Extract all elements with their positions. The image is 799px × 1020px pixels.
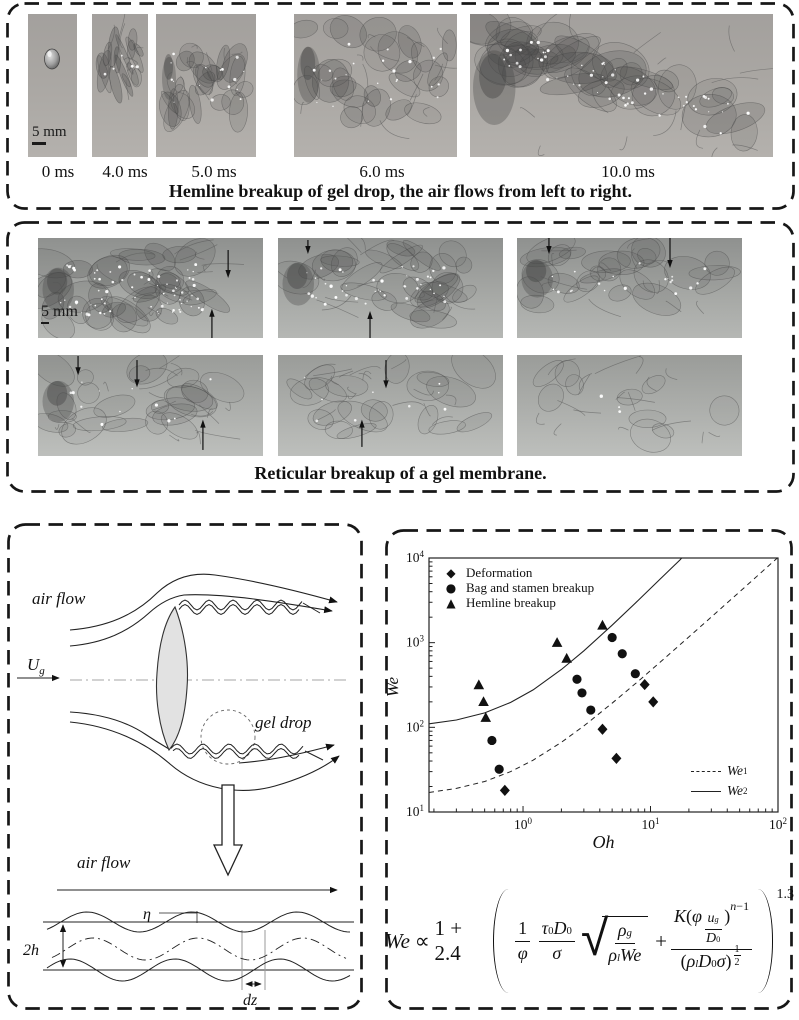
block-arrow-down xyxy=(214,785,242,875)
scale-bar-line xyxy=(41,322,49,324)
membrane-art xyxy=(284,355,503,442)
membrane-photo-6 xyxy=(517,355,742,456)
svg-text:100: $10^0$ xyxy=(514,816,533,832)
scale-bar xyxy=(32,124,67,145)
membrane-art xyxy=(529,356,742,456)
membrane-art xyxy=(470,14,773,157)
panel-reticular-breakup xyxy=(6,221,795,493)
photo-frame-6ms xyxy=(294,14,457,157)
series-triangle xyxy=(474,620,608,722)
membrane-photo-4 xyxy=(38,355,263,456)
membrane-art xyxy=(45,49,60,69)
y-axis-label: We xyxy=(383,676,402,698)
frac-consistency-term: K ( φ u g D 0 ) n−1 ( ρ l D 0 σ ) $\frac{1}{2}$ xyxy=(671,906,752,976)
reticular-caption: Reticular breakup of a gel membrane. xyxy=(254,463,547,483)
time-label-4ms: 4.0 ms xyxy=(102,162,148,181)
sqrt-density-ratio: √ ρ g ρ l We xyxy=(581,916,648,966)
two-h-label: 2h xyxy=(23,942,39,959)
triangle-marker-icon: ▲ xyxy=(446,595,456,610)
membrane-art xyxy=(94,14,146,104)
air-flow-top-label: air flow xyxy=(32,589,86,608)
photo-frame-0ms xyxy=(28,14,77,157)
dz-label: dz xyxy=(243,992,258,1009)
flow-diagram xyxy=(7,523,363,1010)
svg-text:102: $10^2$ xyxy=(769,816,787,832)
series-circle xyxy=(487,633,640,774)
arrow-icon xyxy=(367,311,372,319)
membrane-art xyxy=(156,38,256,135)
big-paren-left xyxy=(493,889,508,993)
scale-bar xyxy=(41,304,78,324)
panel-flow-diagram xyxy=(7,523,363,1010)
hemline-caption: Hemline breakup of gel drop, the air flows from left to right. xyxy=(168,181,633,201)
big-paren-right xyxy=(758,889,773,993)
scale-bar-line xyxy=(32,142,46,145)
time-label-10ms: 10.0 ms xyxy=(601,162,655,181)
x-axis-label: Oh xyxy=(592,832,615,852)
time-label-0ms: 0 ms xyxy=(41,162,75,181)
legend-item-hemline: ▲ Hemline breakup xyxy=(443,595,594,610)
legend-item-we1: We 1 xyxy=(691,761,748,781)
svg-text:104: $10^4$ xyxy=(406,549,424,565)
gel-drop-label: gel drop xyxy=(255,713,312,732)
arrow-icon xyxy=(383,380,388,388)
chart-marker-legend xyxy=(443,565,594,610)
frac-one-over-phi: $\frac{1}{\varphi}$ xyxy=(515,918,531,964)
svg-text:101: $10^1$ xyxy=(641,816,660,832)
svg-text:102: $10^2$ xyxy=(406,718,424,735)
svg-text:103: $10^3$ xyxy=(406,633,424,650)
circle-marker-icon: ● xyxy=(445,580,457,595)
legend-item-we2: We 2 xyxy=(691,781,748,801)
solid-line-icon xyxy=(691,791,721,792)
membrane-art xyxy=(38,355,249,452)
ug-label: $U_g$ xyxy=(27,655,45,677)
membrane-photo-3 xyxy=(517,238,742,338)
scale-label: 5 mm xyxy=(32,124,67,140)
arrow-icon xyxy=(305,246,310,254)
photo-frame-5ms xyxy=(156,14,256,157)
we-scaling-formula: We ∝ 1 + 2.4 $\frac{1}{\varphi}$ τ 0 D 0 σ √ ρ g ρ l We + K ( φ u g D 0 ) n−1 ( ρ l D 0 σ ) $\frac{1}{2}$ $^{1.3}$ xyxy=(385,881,793,1001)
membrane-art xyxy=(294,14,457,139)
we-oh-chart xyxy=(385,529,793,874)
svg-text:101: $10^1$ xyxy=(406,803,424,819)
membrane-art xyxy=(517,238,741,322)
legend-item-bag-stamen: ● Bag and stamen breakup xyxy=(443,580,594,595)
gel-drop-lens xyxy=(157,607,188,750)
legend-item-deformation: ◆ Deformation xyxy=(443,565,594,580)
membrane-photo-1 xyxy=(38,238,263,338)
arrow-icon xyxy=(225,270,230,278)
time-label-5ms: 5.0 ms xyxy=(191,162,237,181)
eta-label: η xyxy=(143,906,151,923)
membrane-photo-2 xyxy=(278,238,503,338)
photo-frame-4ms xyxy=(92,14,148,157)
wave-sketch xyxy=(43,890,354,990)
series-diamond xyxy=(500,679,658,796)
diamond-marker-icon: ◆ xyxy=(446,565,456,580)
scale-label: 5 mm xyxy=(41,303,78,320)
frac-tau0-d0-over-sigma: τ 0 D 0 σ xyxy=(539,918,575,964)
arrow-icon xyxy=(200,420,205,428)
generated-waves xyxy=(47,600,350,981)
chart-curve-legend xyxy=(691,761,748,801)
arrow-icon xyxy=(209,309,214,317)
membrane-photo-5 xyxy=(278,355,503,456)
panel-regime-chart xyxy=(385,529,793,1010)
time-label-6ms: 6.0 ms xyxy=(359,162,405,181)
panel-hemline-sequence xyxy=(6,2,795,210)
photo-frame-10ms xyxy=(470,14,773,157)
dashed-line-icon xyxy=(691,771,721,772)
air-flow-bottom-label: air flow xyxy=(77,853,131,872)
